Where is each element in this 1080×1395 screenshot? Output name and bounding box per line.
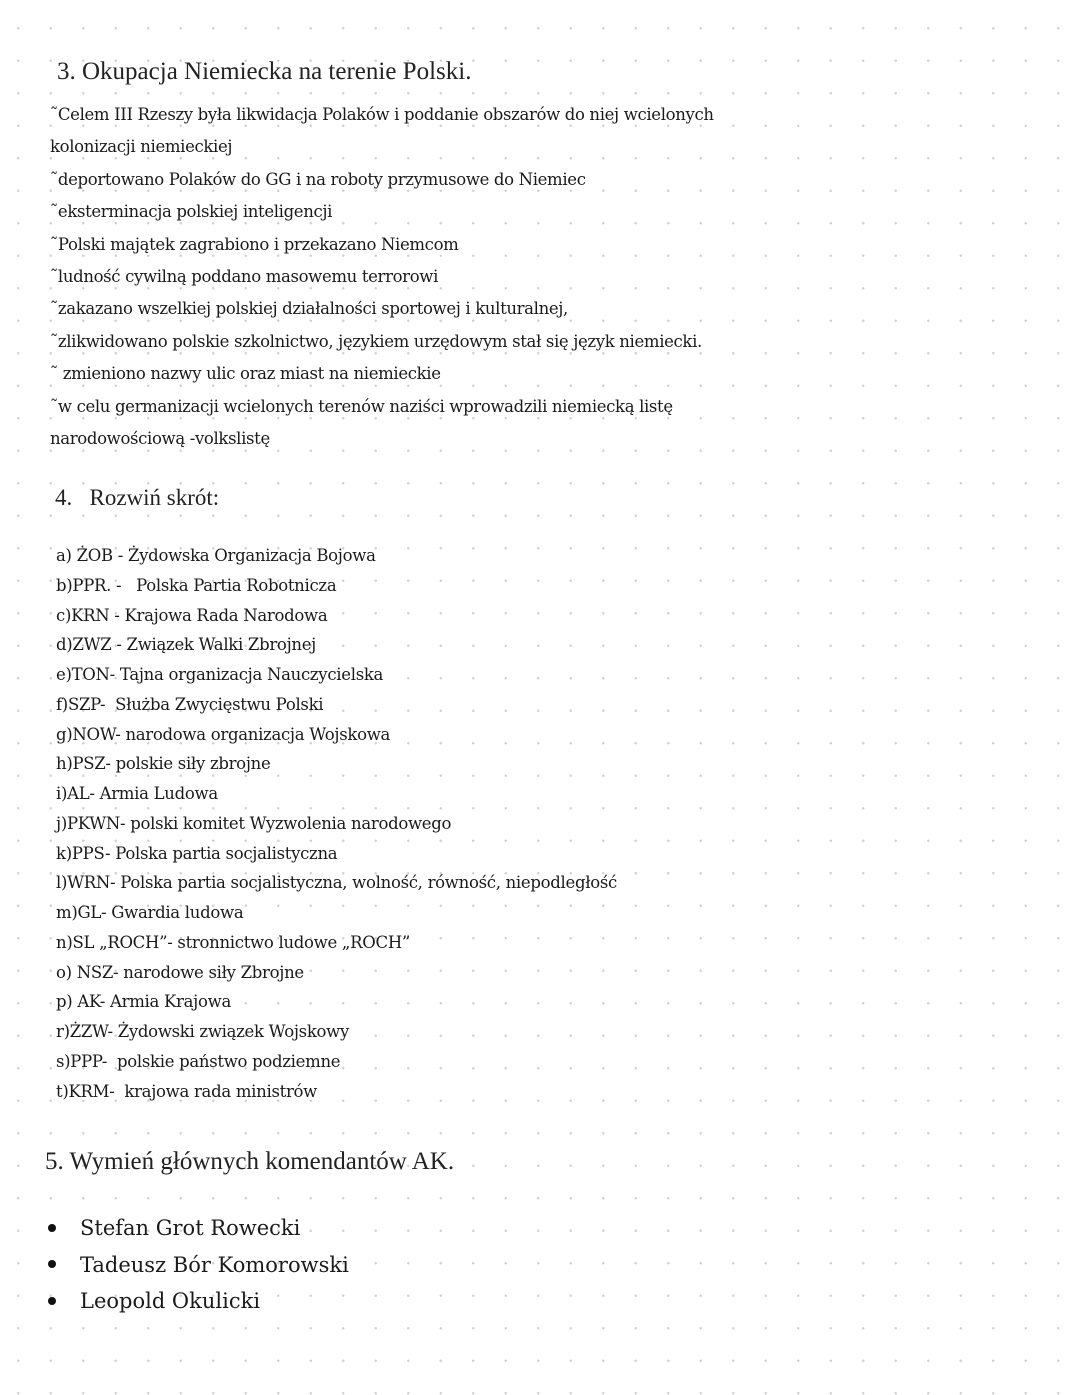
abbreviation-item: t)KRM- krajowa rada ministrów (56, 1081, 317, 1101)
section-3-title: 3. Okupacja Niemiecka na terenie Polski. (57, 58, 472, 85)
abbreviation-item: l)WRN- Polska partia socjalistyczna, wolność, równość, niepodległość (56, 873, 618, 893)
abbreviation-item: c)KRN - Krajowa Rada Narodowa (56, 605, 328, 625)
abbreviation-item: m)GL- Gwardia ludowa (56, 903, 244, 922)
abbreviation-item: p) AK- Armia Krajowa (56, 992, 231, 1012)
abbreviation-item: h)PSZ- polskie siły zbrojne (56, 754, 271, 774)
text-line: ˜deportowano Polaków do GG i na roboty przymusowe do Niemiec (50, 169, 586, 189)
abbreviation-item: f)SZP- Służba Zwycięstwu Polski (56, 694, 324, 714)
text-line: ˜ zmieniono nazwy ulic oraz miast na niemieckie (50, 364, 441, 384)
abbreviation-item: e)TON- Tajna organizacja Nauczycielska (56, 665, 384, 684)
abbreviation-item: o) NSZ- narodowe siły Zbrojne (56, 962, 304, 982)
bullet-text: Leopold Okulicki (80, 1289, 261, 1313)
abbreviation-item: d)ZWZ - Związek Walki Zbrojnej (56, 635, 316, 655)
bullet-icon (48, 1260, 56, 1268)
text-line: ˜zlikwidowano polskie szkolnictwo, językiem urzędowym stał się język niemiecki. (50, 331, 702, 351)
abbreviation-item: k)PPS- Polska partia socjalistyczna (56, 843, 338, 863)
abbreviation-item: s)PPP- polskie państwo podziemne (56, 1051, 341, 1071)
section-4-title: 4. Rozwiń skrót: (55, 485, 220, 510)
bullet-item (48, 1216, 300, 1240)
abbreviation-item: j)PKWN- polski komitet Wyzwolenia narodowego (56, 813, 452, 833)
text-line: narodowościową -volkslistę (50, 429, 270, 448)
abbreviation-item: g)NOW- narodowa organizacja Wojskowa (56, 724, 391, 744)
abbreviation-item: i)AL- Armia Ludowa (56, 784, 218, 803)
text-line: ˜zakazano wszelkiej polskiej działalności sportowej i kulturalnej, (50, 299, 568, 319)
text-line: ˜Celem III Rzeszy była likwidacja Polaków i poddanie obszarów do niej wcielonych (50, 105, 714, 124)
text-line: ˜Polski majątek zagrabiono i przekazano Niemcom (50, 234, 459, 254)
text-line: ˜w celu germanizacji wcielonych terenów naziści wprowadzili niemiecką listę (50, 396, 673, 416)
abbreviation-item: r)ŻZW- Żydowski związek Wojskowy (56, 1022, 349, 1041)
bullet-text: Tadeusz Bór Komorowski (80, 1252, 349, 1277)
bullet-text: Stefan Grot Rowecki (80, 1216, 301, 1240)
abbreviation-item: n)SL „ROCH”- stronnictwo ludowe „ROCH” (56, 932, 411, 952)
text-line: kolonizacji niemieckiej (50, 137, 233, 157)
bullet-item (48, 1253, 349, 1277)
bullet-item (48, 1289, 260, 1313)
bullet-icon (48, 1297, 56, 1305)
text-line: ˜eksterminacja polskiej inteligencji (50, 202, 333, 222)
bullet-icon (48, 1224, 56, 1232)
text-line: ˜ludność cywilną poddano masowemu terrorowi (50, 267, 439, 286)
abbreviation-item: a) ŻOB - Żydowska Organizacja Bojowa (56, 546, 376, 565)
abbreviation-item: b)PPR. - Polska Partia Robotnicza (56, 575, 337, 595)
section-5-title: 5. Wymień głównych komendantów AK. (45, 1148, 455, 1175)
